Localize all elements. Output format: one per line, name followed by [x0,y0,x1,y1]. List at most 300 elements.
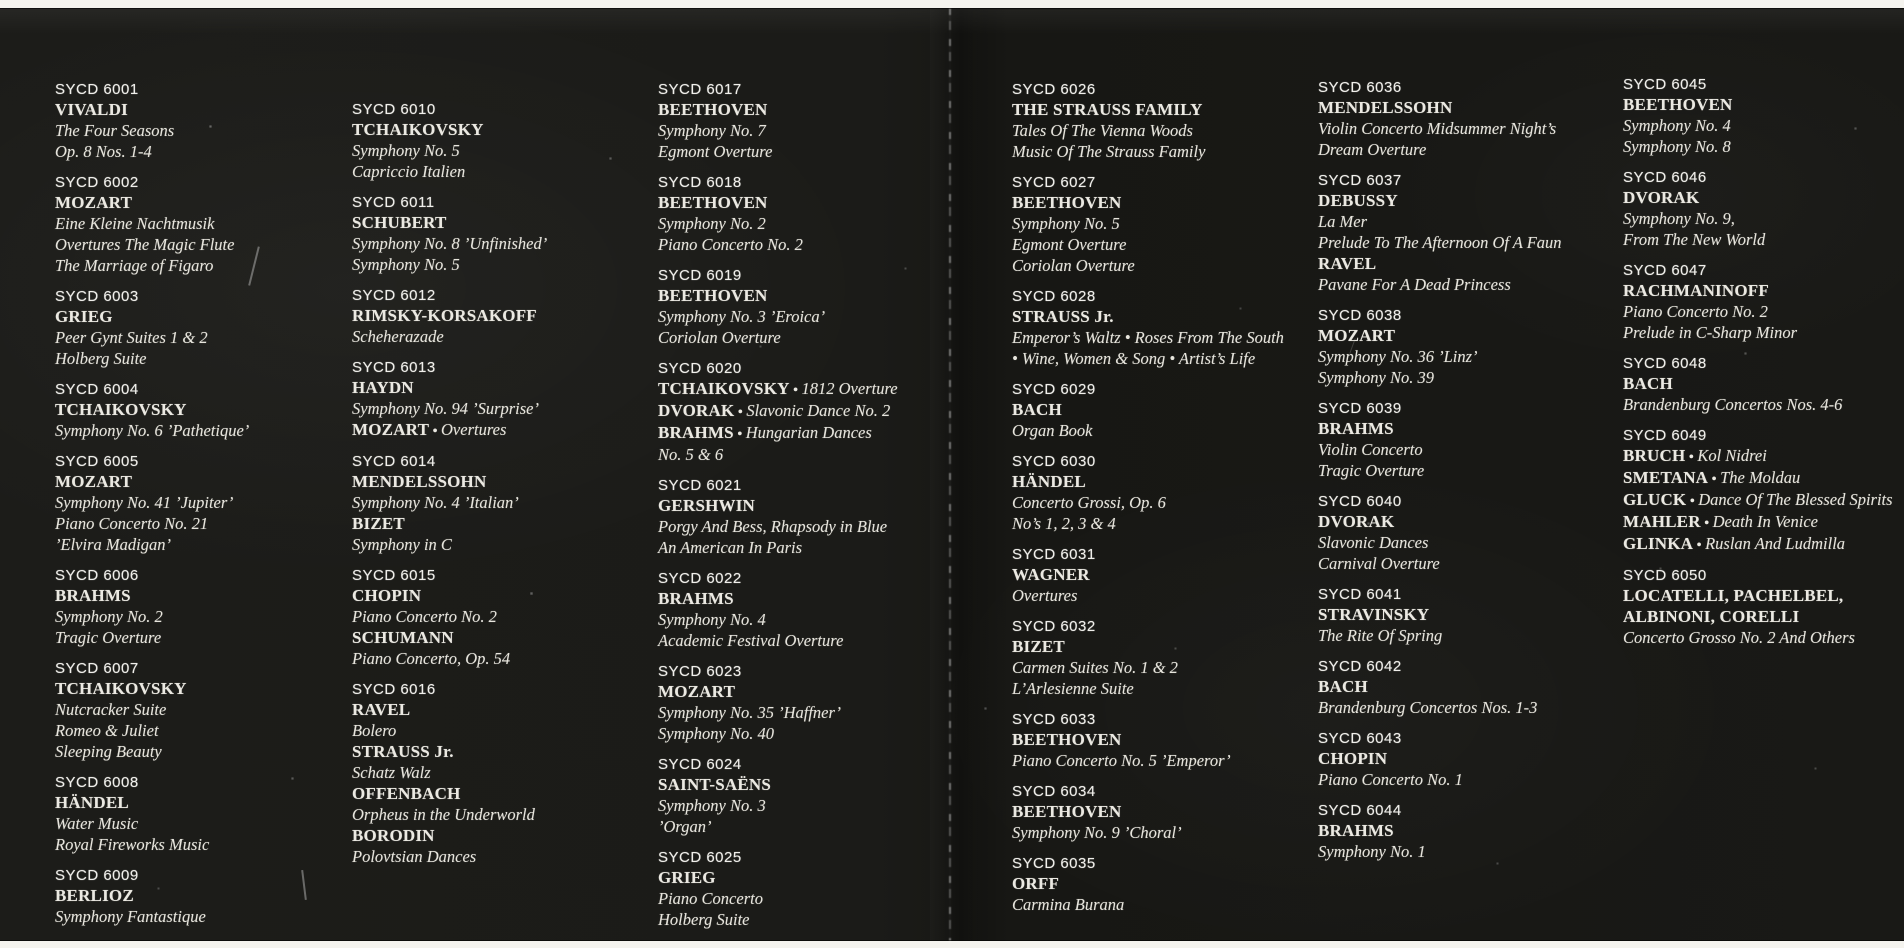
catalog-number: SYCD 6030 [1012,453,1096,470]
work-title: Symphony No. 4 ’Italian’ [352,493,519,512]
work-title: Egmont Overture [658,142,773,161]
entry-line [1318,512,1562,533]
composer-name: BRAHMS [658,589,734,608]
work-title: Op. 8 Nos. 1-4 [55,142,152,161]
work-title: The Marriage of Figaro [55,256,214,275]
composer-name: THE STRAUSS FAMILY [1012,100,1203,119]
entry-line [55,472,249,493]
bullet-separator: • [1686,494,1699,509]
composer-name: HÄNDEL [55,793,129,812]
entry-line [1012,307,1284,328]
entry-line [55,586,249,607]
entry-line [352,420,547,442]
bullet-separator: • [789,383,802,398]
entry-line [352,162,547,183]
work-title: Bolero [352,721,397,740]
entry-line [1623,137,1893,158]
work-title: 1812 Overture [801,379,898,398]
composer-name: TCHAIKOVSKY [55,400,187,419]
composer-name: GERSHWIN [658,496,756,515]
entry-line [1012,514,1284,535]
composer-name: MAHLER [1623,512,1701,531]
catalog-entry [1318,399,1562,482]
catalog-number: SYCD 6042 [1318,658,1402,675]
catalog-entry [1318,729,1562,791]
composer-name: HÄNDEL [1012,472,1086,491]
work-title: Capriccio Italien [352,162,466,181]
catalog-entry [1012,782,1284,844]
composer-name: SCHUMANN [352,628,454,647]
entry-line [1012,142,1284,163]
work-title: La Mer [1318,212,1368,231]
work-title: Prelude in C-Sharp Minor [1623,323,1797,342]
composer-name: VIVALDI [55,100,128,119]
catalog-entry [1012,710,1284,772]
composer-name: OFFENBACH [352,784,461,803]
entry-line [658,682,898,703]
entry-line [658,496,898,517]
catalog-entry [1012,452,1284,535]
entry-line [1318,119,1562,140]
composer-name: BRAHMS [55,586,131,605]
catalog-number: SYCD 6018 [658,174,742,191]
composer-name: BEETHOVEN [1012,730,1122,749]
composer-name: GLINKA [1623,534,1694,553]
work-title: Symphony No. 4 [1623,116,1731,135]
entry-line [55,700,249,721]
entry-line [1318,677,1562,698]
work-title: Overtures [441,420,507,439]
entry-line [1318,368,1562,389]
work-title: Symphony No. 5 [1012,214,1120,233]
entry-line [352,378,547,399]
composer-name: DEBUSSY [1318,191,1398,210]
entry-line [1623,468,1893,490]
catalog-number: SYCD 6040 [1318,493,1402,510]
catalog-number: SYCD 6048 [1623,355,1707,372]
catalog-number: SYCD 6041 [1318,586,1402,603]
catalog-number: SYCD 6043 [1318,730,1402,747]
work-title: ’Organ’ [658,817,712,836]
entry-line [1318,605,1562,626]
composer-name: MOZART [352,420,430,439]
catalog-number: SYCD 6023 [658,663,742,680]
catalog-number: SYCD 6034 [1012,783,1096,800]
catalog-entry [1012,854,1284,916]
entry-line [658,589,898,610]
entry-line [55,400,249,421]
catalog-number: SYCD 6011 [352,194,435,211]
catalog-number: SYCD 6003 [55,288,139,305]
catalog-number: SYCD 6005 [55,453,139,470]
entry-line [1318,821,1562,842]
catalog-entry [658,662,898,745]
work-title: Eine Kleine Nachtmusik [55,214,215,233]
entry-line [1623,607,1893,628]
composer-name: GRIEG [658,868,716,887]
entry-line [352,721,547,742]
entry-line [1012,256,1284,277]
catalog-number: SYCD 6012 [352,287,436,304]
entry-line [1623,395,1893,416]
work-title: Organ Book [1012,421,1093,440]
catalog-number: SYCD 6028 [1012,288,1096,305]
entry-line [55,193,249,214]
catalog-number: SYCD 6035 [1012,855,1096,872]
catalog-entry [1318,492,1562,575]
entry-line [1318,461,1562,482]
catalog-entry [55,80,249,163]
entry-line [1623,512,1893,534]
work-title: Piano Concerto No. 1 [1318,770,1463,789]
entry-line [1318,191,1562,212]
entry-line [55,235,249,256]
entry-line [352,826,547,847]
composer-name: STRAVINSKY [1318,605,1430,624]
entry-line [352,805,547,826]
catalog-column-6 [1623,75,1893,659]
work-title: Carnival Overture [1318,554,1440,573]
work-title: The Moldau [1720,468,1801,487]
scratch-mark [301,870,306,900]
center-fold-crease [949,8,951,941]
catalog-entry [352,358,547,442]
entry-line [658,214,898,235]
work-title: Piano Concerto [658,889,763,908]
entry-line [1012,586,1284,607]
bullet-separator: • [733,427,746,442]
entry-line [1623,374,1893,395]
composer-name: SMETANA [1623,468,1709,487]
work-title: Symphony No. 3 [658,796,766,815]
work-title: Slavonic Dances [1318,533,1429,552]
composer-name: STRAUSS Jr. [1012,307,1114,326]
entry-line [1318,140,1562,161]
catalog-entry [1623,426,1893,556]
entry-line [352,649,547,670]
entry-line [352,514,547,535]
work-title: An American In Paris [658,538,803,557]
entry-line [1012,421,1284,442]
work-title: Ruslan And Ludmilla [1705,534,1846,553]
catalog-entry [352,680,547,868]
catalog-number: SYCD 6046 [1623,169,1707,186]
work-title: Overtures [1012,586,1078,605]
work-title: Piano Concerto No. 21 [55,514,209,533]
catalog-entry [55,866,249,928]
work-title: Polovtsian Dances [352,847,477,866]
composer-name: RIMSKY-KORSAKOFF [352,306,537,325]
catalog-entry [1623,566,1893,649]
composer-name: MOZART [1318,326,1396,345]
catalog-number: SYCD 6006 [55,567,139,584]
catalog-entry [55,173,249,277]
composer-name: SAINT-SAËNS [658,775,772,794]
entry-line [658,724,898,745]
catalog-number: SYCD 6044 [1318,802,1402,819]
catalog-number: SYCD 6049 [1623,427,1707,444]
work-title: Dance Of The Blessed Spirits [1698,490,1893,509]
entry-line [352,255,547,276]
entry-line [352,784,547,805]
work-title: ’Elvira Madigan’ [55,535,171,554]
composer-name: BACH [1623,374,1673,393]
entry-line [1012,730,1284,751]
catalog-entry [55,380,249,442]
work-title: Peer Gynt Suites 1 & 2 [55,328,208,347]
catalog-entry [352,286,547,348]
entry-line [658,379,898,401]
entry-line [352,213,547,234]
catalog-number: SYCD 6020 [658,360,742,377]
work-title: Holberg Suite [658,910,750,929]
entry-line [1012,100,1284,121]
composer-name: ALBINONI, CORELLI [1623,607,1800,626]
composer-name: MOZART [658,682,736,701]
composer-name: BEETHOVEN [1012,193,1122,212]
entry-line [1623,628,1893,649]
composer-name: MENDELSSOHN [1318,98,1453,117]
entry-line [1318,440,1562,461]
entry-line [1318,842,1562,863]
work-title: Prelude To The Afternoon Of A Faun [1318,233,1562,252]
entry-line [658,445,898,466]
composer-name: BACH [1012,400,1062,419]
catalog-number: SYCD 6013 [352,359,436,376]
catalog-number: SYCD 6026 [1012,81,1096,98]
entry-line [658,121,898,142]
composer-name: BEETHOVEN [658,286,768,305]
entry-line [658,100,898,121]
catalog-number: SYCD 6002 [55,174,139,191]
scan-edge-bottom [0,941,1904,948]
work-title: Symphony No. 9 ’Choral’ [1012,823,1182,842]
work-title: Royal Fireworks Music [55,835,210,854]
catalog-entry [1318,585,1562,647]
entry-line [55,907,249,928]
work-title: Schatz Walz [352,763,431,782]
entry-line [352,700,547,721]
work-title: Symphony No. 5 [352,141,460,160]
work-title: No’s 1, 2, 3 & 4 [1012,514,1116,533]
catalog-entry [658,80,898,163]
entry-line [55,886,249,907]
entry-line [658,796,898,817]
entry-line [658,517,898,538]
entry-line [352,628,547,649]
composer-name: BORODIN [352,826,435,845]
entry-line [1623,446,1893,468]
catalog-number: SYCD 6015 [352,567,436,584]
entry-line [1012,121,1284,142]
work-title: Symphony No. 8 [1623,137,1731,156]
work-title: Death In Venice [1712,512,1818,531]
catalog-number: SYCD 6021 [658,477,742,494]
composer-name: WAGNER [1012,565,1090,584]
catalog-entry [658,173,898,256]
entry-line [352,493,547,514]
catalog-column-5 [1318,78,1562,873]
composer-name: BEETHOVEN [658,193,768,212]
catalog-entry [55,659,249,763]
catalog-number: SYCD 6038 [1318,307,1402,324]
composer-name: GRIEG [55,307,113,326]
composer-name: ORFF [1012,874,1060,893]
composer-name: DVORAK [658,401,735,420]
work-title: Piano Concerto No. 2 [1623,302,1768,321]
work-title: Pavane For A Dead Princess [1318,275,1511,294]
entry-line [658,328,898,349]
center-fold-shadow [930,8,1010,941]
work-title: Brandenburg Concertos Nos. 4-6 [1623,395,1843,414]
entry-line [352,847,547,868]
catalog-entry [352,566,547,670]
work-title: Egmont Overture [1012,235,1127,254]
catalog-entry [55,287,249,370]
composer-name: BERLIOZ [55,886,134,905]
entry-line [1318,275,1562,296]
entry-line [1623,323,1893,344]
entry-line [1623,95,1893,116]
catalog-entry [1318,78,1562,161]
entry-line [1318,254,1562,275]
entry-line [658,910,898,931]
entry-line [55,814,249,835]
work-title: • Wine, Women & Song • Artist’s Life [1012,349,1256,368]
catalog-entry [1623,261,1893,344]
work-title: Concerto Grosso No. 2 And Others [1623,628,1855,647]
catalog-column-3 [658,80,898,941]
work-title: Brandenburg Concertos Nos. 1-3 [1318,698,1538,717]
composer-name: BIZET [352,514,405,533]
catalog-number: SYCD 6031 [1012,546,1096,563]
composer-name: LOCATELLI, PACHELBEL, [1623,586,1844,605]
entry-line [1012,565,1284,586]
entry-line [1012,823,1284,844]
composer-name: GLUCK [1623,490,1687,509]
entry-line [1012,472,1284,493]
work-title: Water Music [55,814,139,833]
catalog-entry [1012,173,1284,277]
work-title: Emperor’s Waltz • Roses From The South [1012,328,1284,347]
entry-line [658,538,898,559]
entry-line [658,889,898,910]
catalog-entry [658,476,898,559]
bullet-separator: • [734,405,747,420]
entry-line [55,628,249,649]
entry-line [1318,626,1562,647]
catalog-entry [1623,168,1893,251]
work-title: Nutcracker Suite [55,700,167,719]
entry-line [1012,235,1284,256]
work-title: Scheherazade [352,327,444,346]
composer-name: RAVEL [352,700,411,719]
entry-line [1318,98,1562,119]
entry-line [1012,874,1284,895]
catalog-number: SYCD 6008 [55,774,139,791]
entry-line [1623,302,1893,323]
composer-name: TCHAIKOVSKY [352,120,484,139]
work-title: Symphony No. 40 [658,724,774,743]
entry-line [1012,895,1284,916]
work-title: Symphony No. 7 [658,121,766,140]
bullet-separator: • [1693,538,1706,553]
composer-name: BACH [1318,677,1368,696]
entry-line [55,328,249,349]
catalog-number: SYCD 6045 [1623,76,1707,93]
work-title: Carmina Burana [1012,895,1125,914]
entry-line [352,586,547,607]
catalog-number: SYCD 6017 [658,81,742,98]
entry-line [55,742,249,763]
composer-name: TCHAIKOVSKY [55,679,187,698]
work-title: Romeo & Juliet [55,721,159,740]
catalog-entry [1012,287,1284,370]
work-title: Holberg Suite [55,349,147,368]
entry-line [658,610,898,631]
bullet-separator: • [1700,516,1713,531]
catalog-number: SYCD 6050 [1623,567,1707,584]
entry-line [1012,802,1284,823]
work-title: Piano Concerto No. 2 [352,607,497,626]
entry-line [352,399,547,420]
catalog-number: SYCD 6022 [658,570,742,587]
work-title: Dream Overture [1318,140,1427,159]
entry-line [1623,230,1893,251]
catalog-entry [1012,545,1284,607]
catalog-entry [1318,801,1562,863]
composer-name: TCHAIKOVSKY [658,379,790,398]
composer-name: STRAUSS Jr. [352,742,454,761]
work-title: Violin Concerto Midsummer Night’s [1318,119,1557,138]
entry-line [1012,328,1284,349]
entry-line [55,214,249,235]
entry-line [55,607,249,628]
work-title: Symphony No. 9, [1623,209,1735,228]
catalog-number: SYCD 6033 [1012,711,1096,728]
work-title: Piano Concerto, Op. 54 [352,649,511,668]
entry-line [1012,751,1284,772]
catalog-number: SYCD 6029 [1012,381,1096,398]
entry-line [1318,554,1562,575]
work-title: Violin Concerto [1318,440,1423,459]
catalog-entry [1012,380,1284,442]
catalog-entry [55,773,249,856]
entry-line [55,100,249,121]
work-title: Overtures The Magic Flute [55,235,235,254]
entry-line [55,835,249,856]
work-title: Symphony No. 94 ’Surprise’ [352,399,539,418]
entry-line [352,535,547,556]
catalog-number: SYCD 6047 [1623,262,1707,279]
composer-name: BRAHMS [1318,821,1394,840]
work-title: Coriolan Overture [1012,256,1135,275]
work-title: Kol Nidrei [1697,446,1767,465]
entry-line [658,193,898,214]
composer-name: MOZART [55,193,133,212]
work-title: Symphony No. 2 [55,607,163,626]
entry-line [352,306,547,327]
entry-line [352,234,547,255]
catalog-entry [1318,657,1562,719]
catalog-entry [658,569,898,652]
entry-line [1318,326,1562,347]
entry-line [1012,193,1284,214]
catalog-entry [55,566,249,649]
entry-line [1012,493,1284,514]
composer-name: BRUCH [1623,446,1686,465]
composer-name: HAYDN [352,378,414,397]
